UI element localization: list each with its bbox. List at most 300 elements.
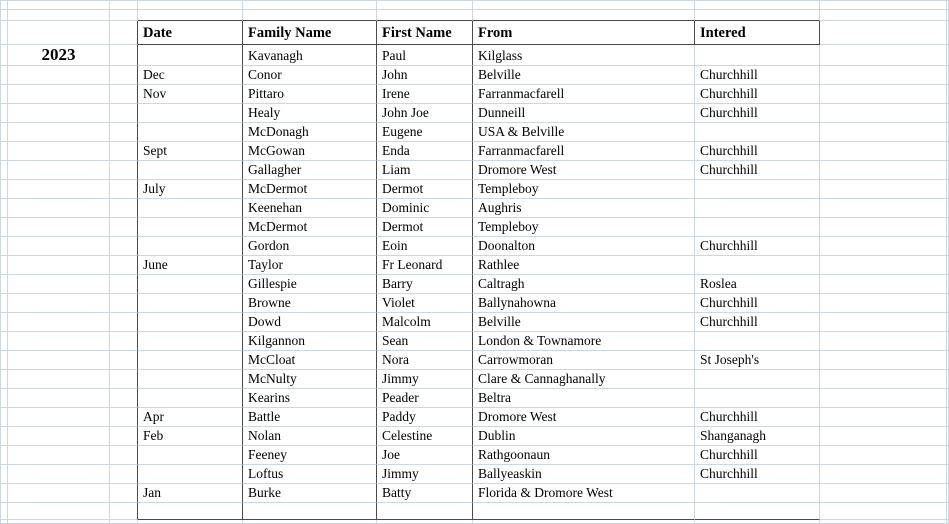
grid-cell[interactable] bbox=[695, 294, 820, 313]
grid-cell[interactable] bbox=[243, 275, 377, 294]
cell-family-name: Kearins bbox=[248, 390, 290, 405]
cell-intered: Churchhill bbox=[700, 143, 758, 158]
grid-cell[interactable] bbox=[695, 427, 820, 446]
grid-cell[interactable] bbox=[8, 123, 110, 142]
grid-cell[interactable] bbox=[8, 161, 110, 180]
grid-cell[interactable] bbox=[110, 104, 138, 123]
grid-cell[interactable] bbox=[8, 104, 110, 123]
grid-cell[interactable] bbox=[473, 294, 695, 313]
grid-cell[interactable] bbox=[473, 237, 695, 256]
grid-cell[interactable] bbox=[473, 484, 695, 503]
grid-cell[interactable] bbox=[8, 45, 110, 66]
grid-cell[interactable] bbox=[243, 123, 377, 142]
grid-cell[interactable] bbox=[377, 123, 473, 142]
grid-cell[interactable] bbox=[473, 218, 695, 237]
cell-from: Rathlee bbox=[478, 257, 520, 272]
grid-cell[interactable] bbox=[0, 85, 8, 104]
grid-cell[interactable] bbox=[243, 256, 377, 275]
grid-cell[interactable] bbox=[473, 0, 695, 10]
grid-cell[interactable] bbox=[820, 370, 947, 389]
grid-cell[interactable] bbox=[695, 351, 820, 370]
grid-cell[interactable] bbox=[8, 180, 110, 199]
grid-cell[interactable] bbox=[243, 142, 377, 161]
cell-date: Sept bbox=[143, 143, 168, 158]
grid-cell[interactable] bbox=[110, 218, 138, 237]
grid-cell[interactable] bbox=[8, 85, 110, 104]
cell-first-name: John bbox=[382, 67, 408, 82]
grid-cell[interactable] bbox=[243, 218, 377, 237]
grid-cell[interactable] bbox=[8, 142, 110, 161]
grid-cell[interactable] bbox=[695, 142, 820, 161]
grid-cell[interactable] bbox=[243, 0, 377, 10]
grid-cell[interactable] bbox=[377, 45, 473, 66]
grid-cell[interactable] bbox=[138, 180, 243, 199]
grid-cell[interactable] bbox=[243, 85, 377, 104]
cell-date: Feb bbox=[143, 428, 164, 443]
grid-cell[interactable] bbox=[377, 332, 473, 351]
grid-cell[interactable] bbox=[473, 66, 695, 85]
grid-cell[interactable] bbox=[377, 161, 473, 180]
grid-cell[interactable] bbox=[473, 123, 695, 142]
grid-cell[interactable] bbox=[695, 370, 820, 389]
grid-cell[interactable] bbox=[695, 45, 820, 66]
grid-cell[interactable] bbox=[0, 389, 8, 408]
grid-cell[interactable] bbox=[820, 123, 947, 142]
grid-cell[interactable] bbox=[377, 180, 473, 199]
grid-cell[interactable] bbox=[473, 503, 695, 520]
grid-cell[interactable] bbox=[0, 161, 8, 180]
grid-cell[interactable] bbox=[377, 275, 473, 294]
grid-cell[interactable] bbox=[695, 332, 820, 351]
grid-cell[interactable] bbox=[8, 484, 110, 503]
grid-cell[interactable] bbox=[8, 503, 110, 520]
grid-cell[interactable] bbox=[695, 237, 820, 256]
grid-cell[interactable] bbox=[138, 446, 243, 465]
grid-cell[interactable] bbox=[110, 256, 138, 275]
grid-cell[interactable] bbox=[377, 427, 473, 446]
grid-cell[interactable] bbox=[473, 465, 695, 484]
grid-cell[interactable] bbox=[8, 10, 110, 21]
cell-family-name: Nolan bbox=[248, 428, 281, 443]
grid-cell[interactable] bbox=[377, 10, 473, 21]
grid-cell[interactable] bbox=[8, 427, 110, 446]
grid-cell[interactable] bbox=[138, 332, 243, 351]
cell-family-name: McNulty bbox=[248, 371, 297, 386]
grid-cell[interactable] bbox=[8, 218, 110, 237]
grid-cell[interactable] bbox=[377, 256, 473, 275]
grid-cell[interactable] bbox=[8, 313, 110, 332]
column-header: Intered bbox=[700, 25, 746, 41]
grid-cell[interactable] bbox=[138, 66, 243, 85]
grid-cell[interactable] bbox=[473, 10, 695, 21]
grid-cell[interactable] bbox=[0, 408, 8, 427]
grid-cell[interactable] bbox=[0, 520, 8, 524]
grid-cell[interactable] bbox=[695, 66, 820, 85]
grid-cell[interactable] bbox=[0, 294, 8, 313]
grid-cell[interactable] bbox=[110, 370, 138, 389]
cell-family-name: Gillespie bbox=[248, 276, 297, 291]
grid-cell[interactable] bbox=[110, 294, 138, 313]
grid-cell[interactable] bbox=[8, 294, 110, 313]
grid-cell[interactable] bbox=[377, 446, 473, 465]
grid-cell[interactable] bbox=[138, 123, 243, 142]
cell-intered: Churchhill bbox=[700, 67, 758, 82]
grid-cell[interactable] bbox=[243, 503, 377, 520]
grid-cell[interactable] bbox=[110, 332, 138, 351]
cell-first-name: Barry bbox=[382, 276, 413, 291]
grid-cell[interactable] bbox=[243, 237, 377, 256]
grid-cell[interactable] bbox=[473, 351, 695, 370]
grid-cell[interactable] bbox=[0, 199, 8, 218]
cell-intered: St Joseph's bbox=[700, 352, 760, 367]
grid-cell[interactable] bbox=[0, 45, 8, 66]
grid-cell[interactable] bbox=[695, 85, 820, 104]
grid-cell[interactable] bbox=[243, 10, 377, 21]
grid-cell[interactable] bbox=[820, 332, 947, 351]
grid-cell[interactable] bbox=[110, 275, 138, 294]
grid-cell[interactable] bbox=[8, 370, 110, 389]
grid-cell[interactable] bbox=[377, 408, 473, 427]
grid-cell[interactable] bbox=[243, 180, 377, 199]
grid-cell[interactable] bbox=[0, 370, 8, 389]
grid-cell[interactable] bbox=[243, 332, 377, 351]
cell-intered: Churchhill bbox=[700, 162, 758, 177]
grid-cell[interactable] bbox=[138, 85, 243, 104]
cell-from: Clare & Cannaghanally bbox=[478, 371, 606, 386]
grid-cell[interactable] bbox=[8, 199, 110, 218]
grid-cell[interactable] bbox=[0, 275, 8, 294]
grid-cell[interactable] bbox=[138, 313, 243, 332]
grid-cell[interactable] bbox=[473, 180, 695, 199]
column-header: From bbox=[478, 25, 513, 41]
grid-cell[interactable] bbox=[138, 520, 243, 524]
grid-cell[interactable] bbox=[377, 294, 473, 313]
cell-first-name: Paul bbox=[382, 48, 407, 63]
grid-cell[interactable] bbox=[110, 465, 138, 484]
grid-cell[interactable] bbox=[8, 520, 110, 524]
grid-cell[interactable] bbox=[0, 503, 8, 520]
cell-from: USA & Belville bbox=[478, 124, 565, 139]
grid-cell[interactable] bbox=[377, 237, 473, 256]
grid-cell[interactable] bbox=[820, 161, 947, 180]
cell-family-name: Healy bbox=[248, 105, 281, 120]
grid-cell[interactable] bbox=[377, 218, 473, 237]
grid-cell[interactable] bbox=[820, 351, 947, 370]
grid-cell[interactable] bbox=[8, 0, 110, 10]
cell-from: Ballynahowna bbox=[478, 295, 556, 310]
grid-cell[interactable] bbox=[377, 104, 473, 123]
grid-cell[interactable] bbox=[8, 408, 110, 427]
grid-cell[interactable] bbox=[0, 180, 8, 199]
grid-cell[interactable] bbox=[243, 465, 377, 484]
grid-cell[interactable] bbox=[110, 484, 138, 503]
grid-cell[interactable] bbox=[377, 0, 473, 10]
grid-cell[interactable] bbox=[243, 408, 377, 427]
grid-cell[interactable] bbox=[820, 104, 947, 123]
grid-cell[interactable] bbox=[243, 104, 377, 123]
cell-first-name: Nora bbox=[382, 352, 409, 367]
grid-cell[interactable] bbox=[110, 45, 138, 66]
grid-cell[interactable] bbox=[820, 465, 947, 484]
grid-cell[interactable] bbox=[0, 332, 8, 351]
grid-cell[interactable] bbox=[243, 370, 377, 389]
grid-cell[interactable] bbox=[110, 446, 138, 465]
grid-cell[interactable] bbox=[138, 237, 243, 256]
cell-family-name: Kilgannon bbox=[248, 333, 305, 348]
cell-first-name: Dermot bbox=[382, 181, 424, 196]
cell-family-name: McCloat bbox=[248, 352, 296, 367]
grid-cell[interactable] bbox=[243, 484, 377, 503]
grid-cell[interactable] bbox=[473, 161, 695, 180]
grid-cell[interactable] bbox=[243, 446, 377, 465]
grid-cell[interactable] bbox=[473, 199, 695, 218]
grid-cell[interactable] bbox=[110, 351, 138, 370]
grid-cell[interactable] bbox=[377, 389, 473, 408]
cell-date: Apr bbox=[143, 409, 164, 424]
grid-cell[interactable] bbox=[820, 520, 947, 524]
cell-family-name: McDonagh bbox=[248, 124, 309, 139]
grid-cell[interactable] bbox=[695, 465, 820, 484]
grid-cell[interactable] bbox=[695, 10, 820, 21]
grid-cell[interactable] bbox=[8, 237, 110, 256]
grid-cell[interactable] bbox=[0, 237, 8, 256]
grid-cell[interactable] bbox=[695, 389, 820, 408]
grid-cell[interactable] bbox=[377, 465, 473, 484]
grid-cell[interactable] bbox=[243, 427, 377, 446]
grid-cell[interactable] bbox=[8, 21, 110, 45]
grid-cell[interactable] bbox=[243, 161, 377, 180]
grid-cell[interactable] bbox=[695, 503, 820, 520]
grid-cell[interactable] bbox=[695, 520, 820, 524]
grid-cell[interactable] bbox=[473, 256, 695, 275]
grid-cell[interactable] bbox=[138, 427, 243, 446]
cell-intered: Churchhill bbox=[700, 86, 758, 101]
grid-cell[interactable] bbox=[110, 520, 138, 524]
grid-cell[interactable] bbox=[243, 21, 377, 45]
grid-cell[interactable] bbox=[473, 370, 695, 389]
grid-cell[interactable] bbox=[0, 484, 8, 503]
grid-cell[interactable] bbox=[820, 446, 947, 465]
grid-cell[interactable] bbox=[377, 484, 473, 503]
grid-cell[interactable] bbox=[0, 21, 8, 45]
grid-cell[interactable] bbox=[695, 0, 820, 10]
grid-cell[interactable] bbox=[473, 142, 695, 161]
grid-cell[interactable] bbox=[820, 389, 947, 408]
grid-cell[interactable] bbox=[695, 275, 820, 294]
grid-cell[interactable] bbox=[0, 123, 8, 142]
grid-cell[interactable] bbox=[138, 21, 243, 45]
grid-cell[interactable] bbox=[138, 351, 243, 370]
grid-cell[interactable] bbox=[110, 66, 138, 85]
grid-cell[interactable] bbox=[110, 142, 138, 161]
grid-cell[interactable] bbox=[0, 351, 8, 370]
grid-cell[interactable] bbox=[0, 10, 8, 21]
grid-cell[interactable] bbox=[243, 389, 377, 408]
grid-cell[interactable] bbox=[377, 199, 473, 218]
grid-cell[interactable] bbox=[8, 351, 110, 370]
grid-cell[interactable] bbox=[0, 427, 8, 446]
grid-cell[interactable] bbox=[138, 104, 243, 123]
grid-cell[interactable] bbox=[8, 256, 110, 275]
grid-cell[interactable] bbox=[243, 45, 377, 66]
grid-cell[interactable] bbox=[820, 21, 947, 45]
grid-cell[interactable] bbox=[820, 218, 947, 237]
cell-family-name: Browne bbox=[248, 295, 291, 310]
grid-cell[interactable] bbox=[8, 66, 110, 85]
cell-family-name: Burke bbox=[248, 485, 281, 500]
grid-cell[interactable] bbox=[695, 180, 820, 199]
grid-cell[interactable] bbox=[138, 465, 243, 484]
grid-cell[interactable] bbox=[820, 408, 947, 427]
cell-first-name: Enda bbox=[382, 143, 410, 158]
grid-cell[interactable] bbox=[110, 313, 138, 332]
grid-cell[interactable] bbox=[377, 21, 473, 45]
grid-cell[interactable] bbox=[0, 465, 8, 484]
grid-cell[interactable] bbox=[695, 161, 820, 180]
grid-cell[interactable] bbox=[138, 0, 243, 10]
grid-cell[interactable] bbox=[138, 389, 243, 408]
cell-intered: Churchhill bbox=[700, 105, 758, 120]
grid-cell[interactable] bbox=[377, 351, 473, 370]
grid-cell[interactable] bbox=[0, 104, 8, 123]
grid-cell[interactable] bbox=[8, 332, 110, 351]
grid-cell[interactable] bbox=[110, 503, 138, 520]
grid-cell[interactable] bbox=[820, 10, 947, 21]
grid-cell[interactable] bbox=[377, 85, 473, 104]
grid-cell[interactable] bbox=[110, 199, 138, 218]
grid-cell[interactable] bbox=[138, 503, 243, 520]
cell-family-name: McDermot bbox=[248, 219, 308, 234]
grid-cell[interactable] bbox=[695, 218, 820, 237]
grid-cell[interactable] bbox=[695, 256, 820, 275]
grid-cell[interactable] bbox=[820, 237, 947, 256]
grid-cell[interactable] bbox=[138, 370, 243, 389]
grid-cell[interactable] bbox=[0, 446, 8, 465]
grid-cell[interactable] bbox=[473, 275, 695, 294]
grid-cell[interactable] bbox=[138, 45, 243, 66]
grid-cell[interactable] bbox=[473, 520, 695, 524]
grid-cell[interactable] bbox=[695, 199, 820, 218]
grid-cell[interactable] bbox=[243, 294, 377, 313]
grid-cell[interactable] bbox=[110, 237, 138, 256]
grid-cell[interactable] bbox=[138, 161, 243, 180]
grid-cell[interactable] bbox=[110, 21, 138, 45]
grid-cell[interactable] bbox=[473, 427, 695, 446]
grid-cell[interactable] bbox=[820, 484, 947, 503]
grid-cell[interactable] bbox=[110, 85, 138, 104]
grid-cell[interactable] bbox=[138, 199, 243, 218]
grid-cell[interactable] bbox=[820, 0, 947, 10]
grid-cell[interactable] bbox=[0, 256, 8, 275]
grid-cell[interactable] bbox=[820, 85, 947, 104]
grid-cell[interactable] bbox=[110, 0, 138, 10]
grid-cell[interactable] bbox=[820, 66, 947, 85]
grid-cell[interactable] bbox=[0, 66, 8, 85]
grid-cell[interactable] bbox=[138, 256, 243, 275]
grid-cell[interactable] bbox=[8, 465, 110, 484]
grid-cell[interactable] bbox=[695, 123, 820, 142]
grid-cell[interactable] bbox=[695, 21, 820, 45]
grid-cell[interactable] bbox=[243, 520, 377, 524]
grid-cell[interactable] bbox=[138, 142, 243, 161]
grid-cell[interactable] bbox=[820, 503, 947, 520]
grid-cell[interactable] bbox=[8, 446, 110, 465]
grid-cell[interactable] bbox=[820, 313, 947, 332]
grid-cell[interactable] bbox=[110, 10, 138, 21]
grid-cell[interactable] bbox=[377, 66, 473, 85]
grid-cell[interactable] bbox=[473, 446, 695, 465]
grid-cell[interactable] bbox=[473, 408, 695, 427]
grid-cell[interactable] bbox=[138, 218, 243, 237]
grid-cell[interactable] bbox=[243, 199, 377, 218]
grid-cell[interactable] bbox=[110, 427, 138, 446]
grid-cell[interactable] bbox=[820, 142, 947, 161]
grid-cell[interactable] bbox=[473, 332, 695, 351]
grid-cell[interactable] bbox=[820, 45, 947, 66]
grid-cell[interactable] bbox=[243, 351, 377, 370]
grid-cell[interactable] bbox=[0, 142, 8, 161]
cell-first-name: Malcolm bbox=[382, 314, 431, 329]
grid-cell[interactable] bbox=[695, 313, 820, 332]
grid-cell[interactable] bbox=[110, 408, 138, 427]
cell-intered: Churchhill bbox=[700, 314, 758, 329]
grid-cell[interactable] bbox=[377, 520, 473, 524]
grid-cell[interactable] bbox=[8, 389, 110, 408]
grid-cell[interactable] bbox=[0, 218, 8, 237]
grid-cell[interactable] bbox=[473, 45, 695, 66]
grid-cell[interactable] bbox=[110, 123, 138, 142]
grid-cell[interactable] bbox=[695, 104, 820, 123]
grid-cell[interactable] bbox=[138, 294, 243, 313]
grid-cell[interactable] bbox=[820, 275, 947, 294]
grid-cell[interactable] bbox=[820, 294, 947, 313]
grid-cell[interactable] bbox=[377, 313, 473, 332]
grid-cell[interactable] bbox=[820, 256, 947, 275]
grid-cell[interactable] bbox=[695, 484, 820, 503]
grid-cell[interactable] bbox=[473, 85, 695, 104]
grid-cell[interactable] bbox=[473, 389, 695, 408]
grid-cell[interactable] bbox=[377, 142, 473, 161]
grid-cell[interactable] bbox=[473, 21, 695, 45]
grid-cell[interactable] bbox=[138, 275, 243, 294]
grid-cell[interactable] bbox=[377, 503, 473, 520]
cell-from: Templeboy bbox=[478, 181, 539, 196]
grid-cell[interactable] bbox=[695, 446, 820, 465]
grid-cell[interactable] bbox=[820, 180, 947, 199]
grid-cell[interactable] bbox=[8, 275, 110, 294]
grid-cell[interactable] bbox=[695, 408, 820, 427]
grid-cell[interactable] bbox=[243, 66, 377, 85]
grid-cell[interactable] bbox=[110, 389, 138, 408]
cell-intered: Churchhill bbox=[700, 447, 758, 462]
grid-cell[interactable] bbox=[820, 427, 947, 446]
grid-cell[interactable] bbox=[0, 313, 8, 332]
grid-cell[interactable] bbox=[820, 199, 947, 218]
grid-cell[interactable] bbox=[138, 408, 243, 427]
grid-cell[interactable] bbox=[0, 0, 8, 10]
grid-cell[interactable] bbox=[110, 180, 138, 199]
sheet-left-gridline bbox=[0, 0, 1, 524]
grid-cell[interactable] bbox=[110, 161, 138, 180]
grid-cell[interactable] bbox=[473, 313, 695, 332]
cell-first-name: Jimmy bbox=[382, 371, 419, 386]
grid-cell[interactable] bbox=[138, 484, 243, 503]
grid-cell[interactable] bbox=[377, 370, 473, 389]
grid-cell[interactable] bbox=[138, 10, 243, 21]
cell-first-name: John Joe bbox=[382, 105, 429, 120]
grid-cell[interactable] bbox=[473, 104, 695, 123]
grid-cell[interactable] bbox=[243, 313, 377, 332]
